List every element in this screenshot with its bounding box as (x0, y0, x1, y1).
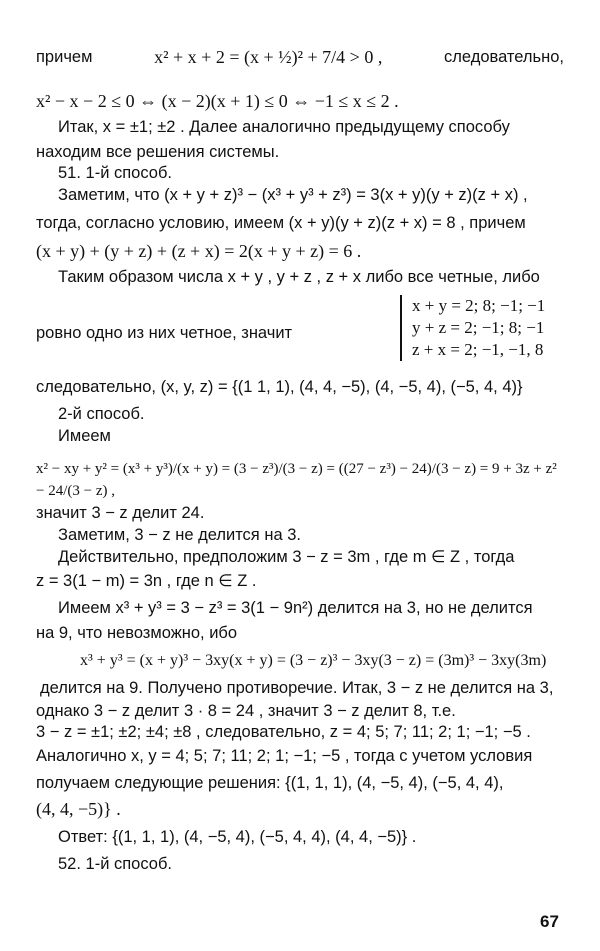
system-row: y + z = 2; −1; 8; −1 (412, 318, 545, 337)
text-line: Заметим, 3 − z не делится на 3. (58, 526, 301, 544)
text-line: на 9, что невозможно, ибо (36, 624, 238, 642)
answer-line: Ответ: {(1, 1, 1), (4, −5, 4), (−5, 4, 4), (4, 4, −5)} . (58, 828, 417, 846)
math-line: x² − xy + y² = (x³ + y³)/(x + y) = (3 − z³)/(3 − z) = ((27 − z³) − 24)/(3 − z) = 9 + 3z + z² − 24/(3 − z) , (36, 461, 557, 499)
math-line: (4, 4, −5)} . (36, 799, 121, 819)
text-line: 3 − z = ±1; ±2; ±4; ±8 , следовательно, z = 4; 5; 7; 11; 2; 1; −1; −5 . (36, 723, 531, 741)
text-line: находим все решения системы. (36, 143, 280, 161)
text-line: однако 3 − z делит 3 · 8 = 24 , значит 3 − z делит 8, т.е. (36, 702, 456, 720)
system-row: x + y = 2; 8; −1; −1 (412, 296, 546, 315)
math-line: (x + y) + (y + z) + (z + x) = 2(x + y + z) = 6 . (36, 241, 362, 261)
word-prichem: причем (36, 48, 93, 66)
section-heading: 52. 1-й способ. (58, 855, 173, 873)
text-line: Имеем (58, 427, 111, 445)
text-line: Действительно, предположим 3 − z = 3m , где m ∈ Z , тогда (58, 548, 515, 566)
text-line: Заметим, что (x + y + z)³ − (x³ + y³ + z³) = 3(x + y)(y + z)(z + x) , (58, 186, 528, 204)
section-heading: 51. 1-й способ. (58, 164, 173, 182)
text-line: z = 3(1 − m) = 3n , где n ∈ Z . (36, 572, 257, 590)
text-line: значит 3 − z делит 24. (36, 504, 205, 522)
text-line: следовательно, (x, y, z) = {(1 1, 1), (4, 4, −5), (4, −5, 4), (−5, 4, 4)} (36, 378, 523, 396)
math-line: x³ + y³ = (x + y)³ − 3xy(x + y) = (3 − z)³ − 3xy(3 − z) = (3m)³ − 3xy(3m) (80, 652, 547, 669)
text-line: Аналогично x, y = 4; 5; 7; 11; 2; 1; −1; −5 , тогда с учетом условия (36, 747, 533, 765)
math-line: x² − x − 2 ≤ 0 ⇔ (x − 2)(x + 1) ≤ 0 ⇔ −1 ≤ x ≤ 2 . (36, 91, 399, 111)
text-line: делится на 9. Получено противоречие. Итак, 3 − z не делится на 3, (40, 679, 554, 697)
text-line: ровно одно из них четное, значит (36, 324, 293, 342)
text-line (36, 46, 564, 68)
text-line: Итак, x = ±1; ±2 . Далее аналогично предыдущему способу (58, 118, 510, 136)
word-sledovatelno: следовательно, (444, 48, 564, 66)
system-row: z + x = 2; −1, −1, 8 (412, 340, 544, 359)
section-heading: 2-й способ. (58, 405, 145, 423)
page-number: 67 (540, 912, 559, 931)
text-line: тогда, согласно условию, имеем (x + y)(y + z)(z + x) = 8 , причем (36, 214, 526, 232)
equation-system (400, 295, 545, 361)
text-line: получаем следующие решения: {(1, 1, 1), (4, −5, 4), (−5, 4, 4), (36, 774, 504, 792)
math-expression: x² + x + 2 = (x + ½)² + 7/4 > 0 , (154, 47, 383, 67)
text-line: Имеем x³ + y³ = 3 − z³ = 3(1 − 9n²) делится на 3, но не делится (58, 599, 533, 617)
text-line: Таким образом числа x + y , y + z , z + x либо все четные, либо (58, 268, 540, 286)
